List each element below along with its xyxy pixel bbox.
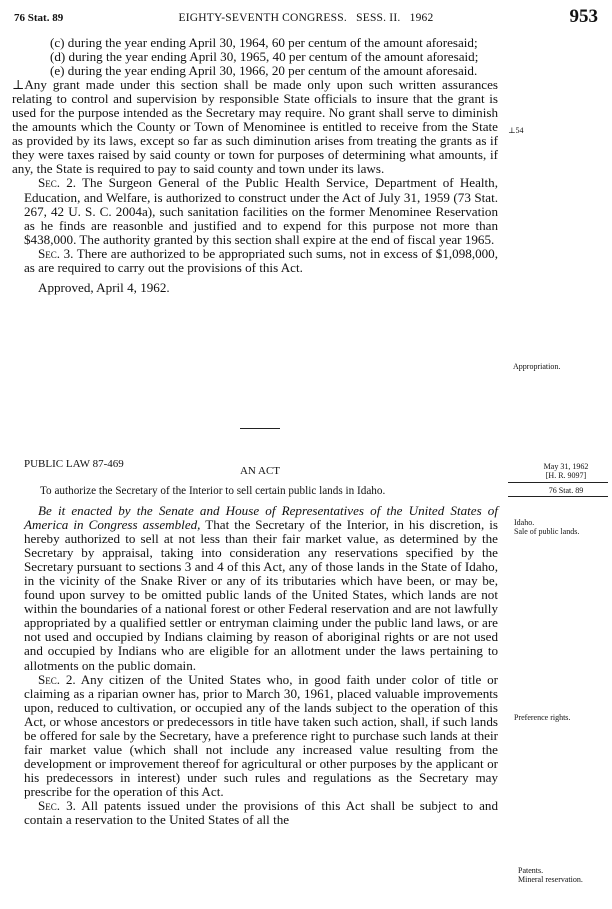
margin-rule — [508, 482, 608, 483]
section-2-paragraph — [24, 176, 498, 246]
act-subtitle: To authorize the Secretary of the Interior to sell certain public lands in Idaho. — [40, 485, 386, 497]
congress-title: EIGHTY-SEVENTH CONGRESS. SESS. II. 1962 — [178, 12, 434, 24]
enacting-clause — [24, 504, 498, 673]
page-marker: ⊥54 — [508, 126, 524, 135]
section-text: All patents issued under the provisions of this Act shall be subject to and contain a reservation to the United States of all the — [24, 797, 498, 828]
section-text: Any citizen of the United States who, in good faith under color of title or claiming as a riparian owner has, prior to March 30, 1961, placed valuable improvements upon, reduced to cultivation, or occupied any of the lands subject to the operation of this Act, or whose ancestors or predecessors in title have taken such action, shall, if such lands be offered for sale by the Secretary, have a preference right to purchase such lands at their fair market value (which shall not include any increased value resulting from the development or improvement thereof for agricultural or other purposes by the applicant or his predecessors in interest) under such rules and regulations as the Secretary may prescribe for the operation of this Act. — [24, 671, 498, 799]
list-item: (e) during the year ending April 30, 1966, 20 per centum of the amount aforesaid. — [50, 63, 478, 79]
act-heading: AN ACT — [239, 465, 281, 477]
margin-note-sale: Sale of public lands. — [514, 527, 580, 536]
enacting-text: That the Secretary of the Interior, in his discretion, is hereby authorized to sell at not less than their fair market value, as determined by the Secretary by appraisal, taking into consideration any reservations specified by the Secretary pursuant to sections 3 and 4 of this Act, any of those lands in the State of Idaho, in the vicinity of the Snake River or any of its tributaries which have been, or may be, found upon survey to be omitted public lands of the United States, which lands are not within the boundaries of a national forest or other Federal reservation and are not lawfully appropriated by a qualified settler or entryman claiming under the public land laws, or are not used and occupied by Indians claiming by reason of aboriginal rights or are not used and occupied by Indians who are eligible for an allotment under the laws pertaining to allotments on the public domain. — [24, 517, 498, 673]
margin-bill: [H. R. 9097] — [545, 471, 587, 480]
section-3-paragraph — [24, 247, 498, 275]
margin-rule — [508, 496, 608, 497]
margin-note-idaho: Idaho. — [514, 518, 535, 527]
section-3-paragraph — [24, 799, 498, 827]
list-item: (c) during the year ending April 30, 1964, 60 per centum of the amount aforesaid; — [50, 35, 478, 50]
section-label: Sec. 2. — [38, 175, 77, 191]
margin-note-appropriation: Appropriation. — [513, 362, 561, 371]
section-label: Sec. 3. — [38, 797, 76, 813]
section-label: Sec. 2. — [38, 671, 76, 687]
section-text: There are authorized to be appropriated such sums, not in excess of $1,098,000, as are required to carry out the provisions of this Act. — [24, 245, 499, 275]
margin-note-preference: Preference rights. — [514, 713, 571, 722]
continued-section — [12, 35, 499, 295]
enacting-formula: Be it enacted by the Senate and House of Representatives of the United States of America in Congress assembled, — [24, 503, 498, 533]
approval-date: Approved, April 4, 1962. — [38, 279, 170, 295]
grant-paragraph: ⊥Any grant made under this section shall be made only upon such written assurances relating to control and supervision by responsible State officials to insure that the grant is used for the purpose intended as the Secretary may require. No grant shall serve to diminish the amounts which the County or Town of Menominee is entitled to receive from the State as provided by its laws, except so far as such diminution arises from treating the grants as if they were taxes raised by said county or town for purposes of determining what amounts, if any, the State is required to pay to said county and town under its laws. — [12, 77, 498, 177]
stat-reference: 76 Stat. 89 — [14, 12, 64, 24]
page-number: 953 — [569, 6, 598, 27]
section-divider — [240, 428, 280, 429]
section-label: Sec. 3. — [38, 245, 74, 261]
margin-date: May 31, 1962 — [543, 462, 589, 471]
margin-stat: 76 Stat. 89 — [548, 486, 584, 495]
section-text: The Surgeon General of the Public Health Service, Department of Health, Education, and Welfare, is authorized to construct under the Act of July 31, 1959 (73 Stat. 267, 42 U. S. C. 2004a), such sanitation facilities on the former Menominee Reservation as he finds are reasonble and justified and to expend for this purpose not more than $438,000. The authority granted by this section shall expire at the end of fiscal year 1965. — [24, 175, 498, 247]
list-item: (d) during the year ending April 30, 1965, 40 per centum of the amount aforesaid; — [50, 49, 479, 65]
public-law-number: PUBLIC LAW 87-469 — [24, 458, 124, 470]
section-2-paragraph — [24, 673, 498, 799]
margin-note-mineral: Mineral reservation. — [518, 875, 583, 884]
public-law-87-469-body — [24, 504, 498, 827]
margin-note-patents: Patents. — [518, 866, 544, 875]
